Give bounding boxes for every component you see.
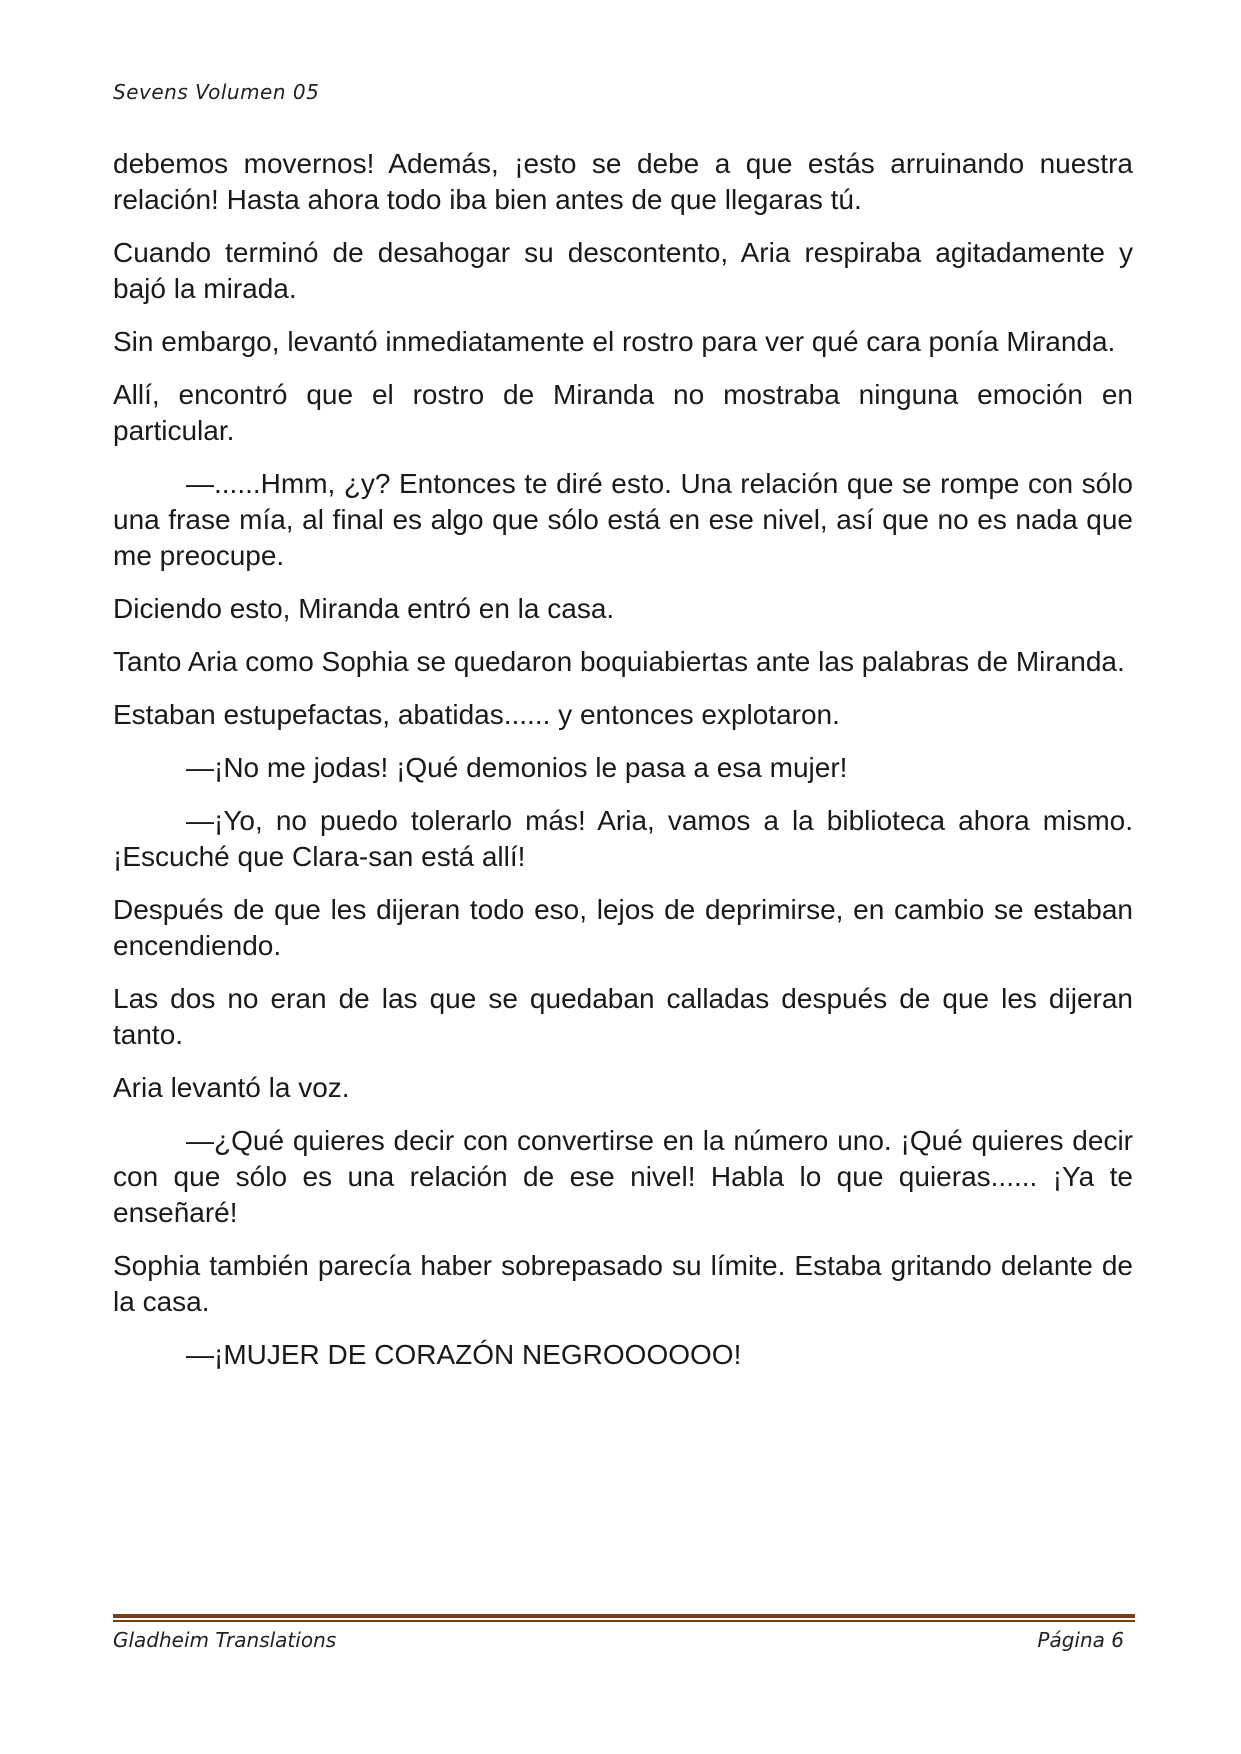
dialogue-paragraph: —¡MUJER DE CORAZÓN NEGROOOOOO! — [186, 1339, 742, 1370]
paragraph: Cuando terminó de desahogar su descontento, Aria respiraba agitadamente y bajó la mirada. — [113, 237, 1133, 304]
dialogue-paragraph: —¡No me jodas! ¡Qué demonios le pasa a esa mujer! — [186, 752, 848, 783]
paragraph: Diciendo esto, Miranda entró en la casa. — [113, 593, 615, 624]
footer-divider — [113, 1614, 1135, 1623]
paragraph: Aria levantó la voz. — [113, 1072, 350, 1103]
running-header-title: Sevens Volumen 05 — [113, 80, 320, 104]
dialogue-paragraph: —......Hmm, ¿y? Entonces te diré esto. Una relación que se rompe con sólo una frase mía, al final es algo que sólo está en ese nivel, así que no es nada que me preocupe. — [113, 468, 1133, 571]
dialogue-paragraph: —¡Yo, no puedo tolerarlo más! Aria, vamos a la biblioteca ahora mismo. ¡Escuché que Clara-san está allí! — [113, 805, 1133, 872]
paragraph: Sophia también parecía haber sobrepasado su límite. Estaba gritando delante de la casa. — [113, 1250, 1133, 1317]
paragraph: Después de que les dijeran todo eso, lejos de deprimirse, en cambio se estaban encendiendo. — [113, 894, 1133, 961]
footer-page-number: Página 6 — [1037, 1628, 1124, 1652]
dialogue-paragraph: —¿Qué quieres decir con convertirse en la número uno. ¡Qué quieres decir con que sólo es una relación de ese nivel! Habla lo que quieras...... ¡Ya te enseñaré! — [113, 1125, 1133, 1228]
paragraph: Tanto Aria como Sophia se quedaron boquiabiertas ante las palabras de Miranda. — [113, 646, 1125, 677]
footer-divider-thin-line — [113, 1620, 1135, 1622]
paragraph: Allí, encontró que el rostro de Miranda no mostraba ninguna emoción en particular. — [113, 379, 1133, 446]
paragraph: Las dos no eran de las que se quedaban calladas después de que les dijeran tanto. — [113, 983, 1133, 1050]
paragraph: Estaban estupefactas, abatidas...... y entonces explotaron. — [113, 699, 840, 730]
paragraph: Sin embargo, levantó inmediatamente el rostro para ver qué cara ponía Miranda. — [113, 326, 1116, 357]
footer-publisher: Gladheim Translations — [113, 1628, 337, 1652]
paragraph: debemos movernos! Además, ¡esto se debe a que estás arruinando nuestra relación! Hasta ahora todo iba bien antes de que llegaras tú. — [113, 148, 1133, 215]
page-body — [113, 146, 1133, 1390]
